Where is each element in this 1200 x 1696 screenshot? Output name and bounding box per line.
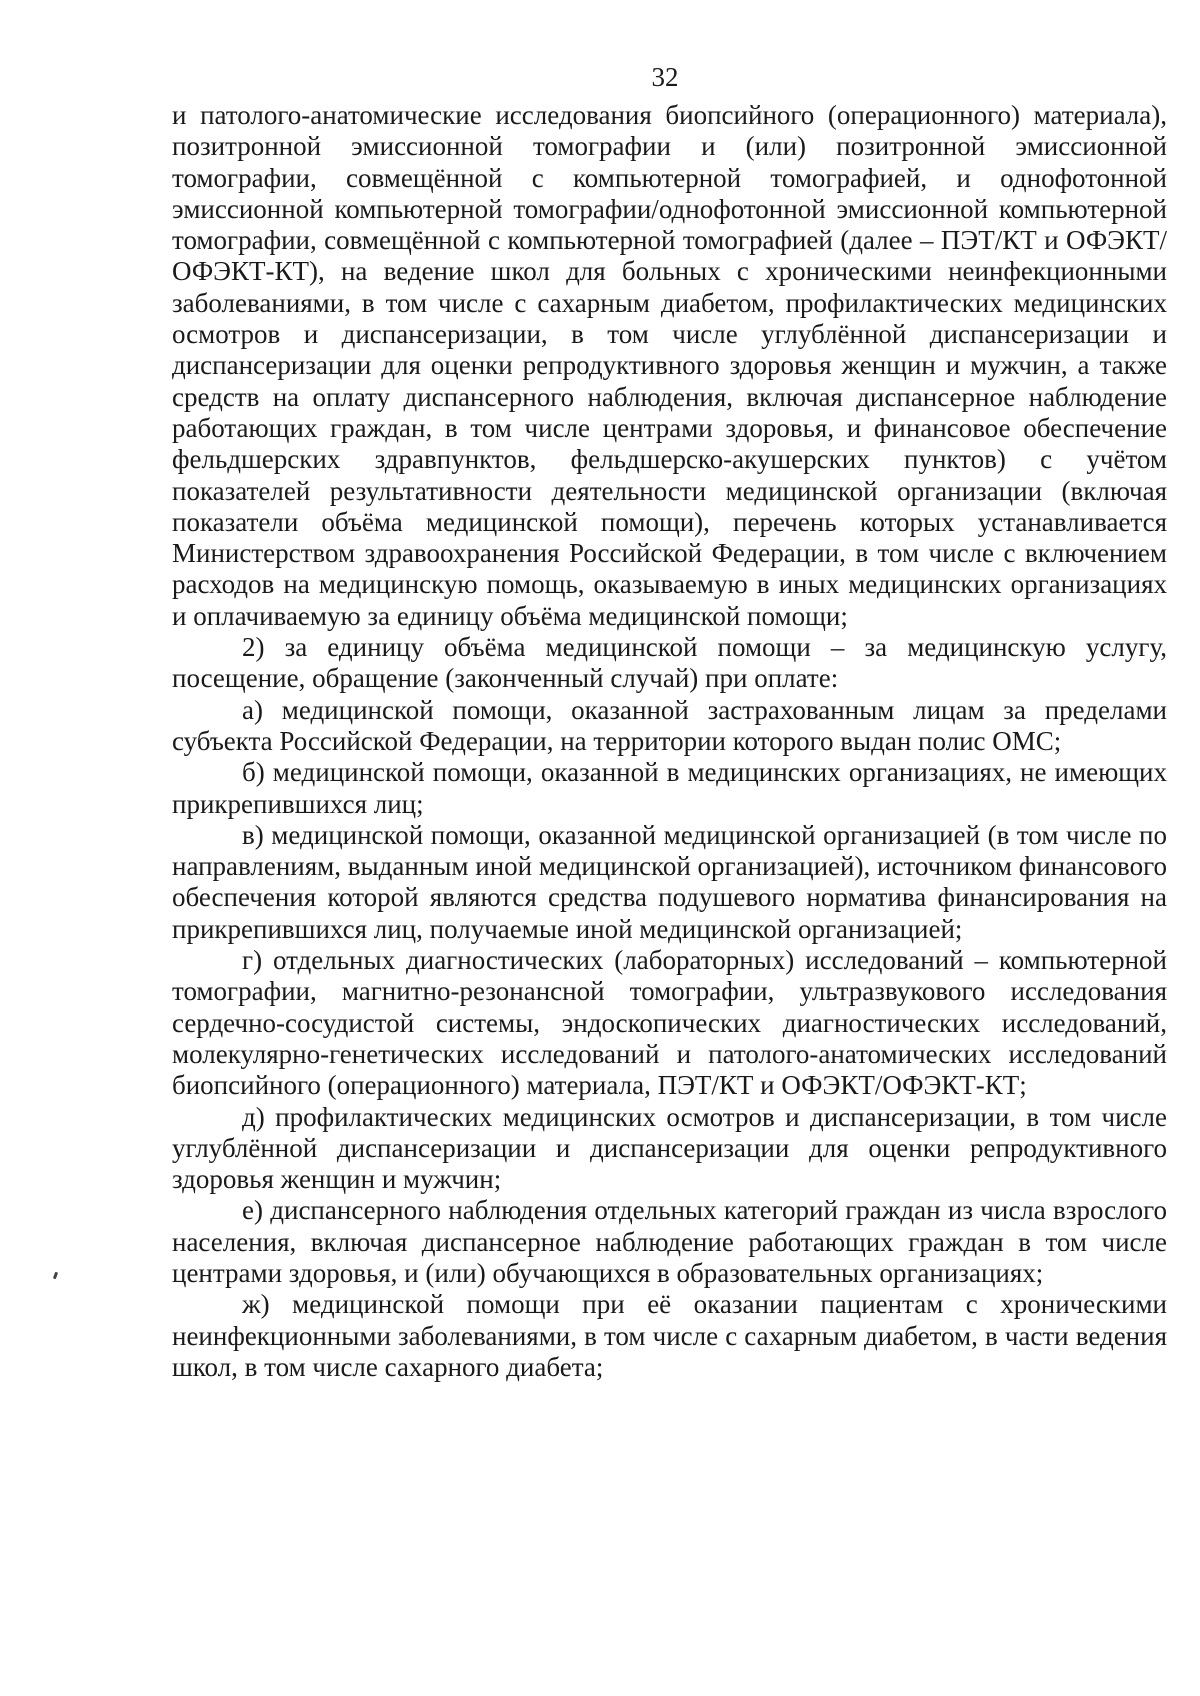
paragraph-subitem-b: б) медицинской помощи, оказанной в медицинских организациях, не имеющих прикрепившихся лиц; [172, 757, 1167, 819]
paragraph-subitem-d: д) профилактических медицинских осмотров и диспансеризации, в том числе углублённой диспансеризации и диспансеризации для оценки репродуктивного здоровья женщин и мужчин; [172, 1101, 1167, 1195]
paragraph-continuation: и патолого-анатомические исследования биопсийного (операционного) материала), позитронной эмиссионной томографии и (или) позитронной эмиссионной томографии, совмещённой с компьютерной томографией, и однофотонной эмиссионной компьютерной томографии/однофотонной эмиссионной компьютерной томографии, совмещённой с компьютерной томографией (далее – ПЭТ/КТ и ОФЭКТ/ОФЭКТ-КТ), на ведение школ для больных с хроническими неинфекционными заболеваниями, в том числе с сахарным диабетом, профилактических медицинских осмотров и диспансеризации, в том числе углублённой диспансеризации и диспансеризации для оценки репродуктивного здоровья женщин и мужчин, а также средств на оплату диспансерного наблюдения, включая диспансерное наблюдение работающих граждан, в том числе центрами здоровья, и финансовое обеспечение фельдшерских здравпунктов, фельдшерско-акушерских пунктов) с учётом показателей результативности деятельности медицинской организации (включая показатели объёма медицинской помощи), перечень которых устанавливается Министерством здравоохранения Российской Федерации, в том числе с включением расходов на медицинскую помощь, оказываемую в иных медицинских организациях и оплачиваемую за единицу объёма медицинской помощи; [172, 100, 1167, 631]
paragraph-subitem-g: г) отдельных диагностических (лабораторных) исследований – компьютерной томографии, магнитно-резонансной томографии, ультразвукового исследования сердечно-сосудистой системы, эндоскопических диагностических исследований, молекулярно-генетических исследований и патолого-анатомических исследований биопсийного (операционного) материала, ПЭТ/КТ и ОФЭКТ/ОФЭКТ-КТ; [172, 945, 1167, 1101]
scan-speck [53, 1272, 58, 1280]
paragraph-subitem-zh: ж) медицинской помощи при её оказании пациентам с хроническими неинфекционными заболеваниями, в том числе с сахарным диабетом, в части ведения школ, в том числе сахарного диабета; [172, 1289, 1167, 1382]
paragraph-subitem-e: е) диспансерного наблюдения отдельных категорий граждан из числа взрослого населения, включая диспансерное наблюдение работающих граждан в том числе центрами здоровья, и (или) обучающихся в образовательных организациях; [172, 1195, 1167, 1288]
paragraph-item-2: 2) за единицу объёма медицинской помощи – за медицинскую услугу, посещение, обращение (законченный случай) при оплате: [172, 632, 1167, 694]
document-body [172, 100, 1167, 1383]
paragraph-subitem-a: а) медицинской помощи, оказанной застрахованным лицам за пределами субъекта Российской Федерации, на территории которого выдан полис ОМС; [172, 694, 1167, 756]
page-number: 32 [651, 62, 679, 92]
paragraph-subitem-v: в) медицинской помощи, оказанной медицинской организацией (в том числе по направлениям, выданным иной медицинской организацией), источником финансового обеспечения которой являются средства подушевого норматива финансирования на прикрепившихся лиц, получаемые иной медицинской организацией; [172, 819, 1167, 944]
